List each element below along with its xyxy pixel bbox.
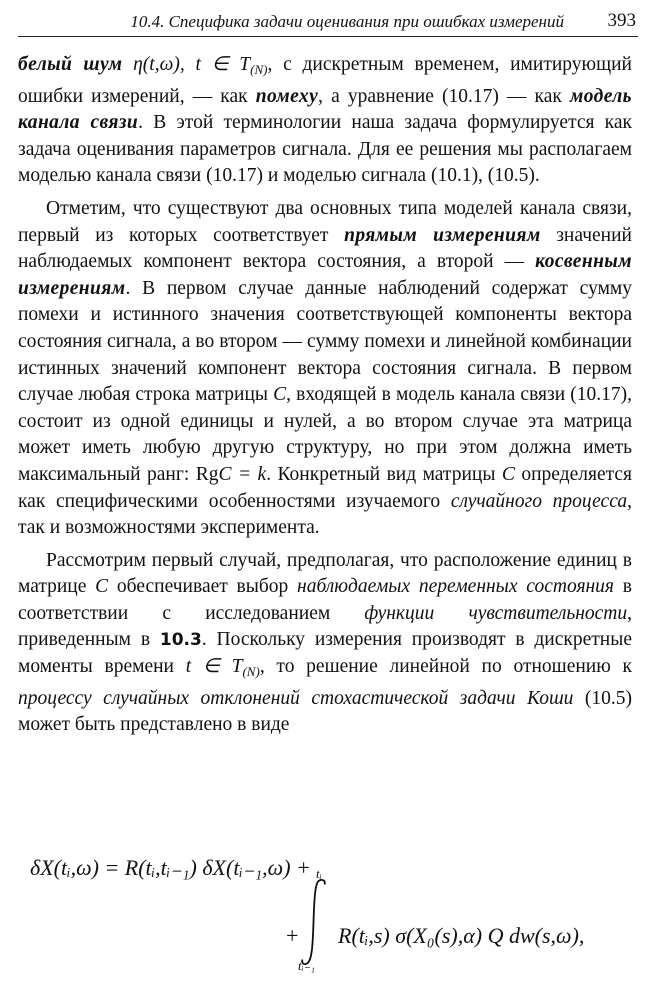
text-span: . Конкретный вид матрицы bbox=[266, 463, 502, 485]
text-span: , с дискретным временем, имитирующий ошибки измерений, — как bbox=[18, 54, 632, 107]
section-reference: 10.3 bbox=[159, 630, 202, 651]
text-span: . Поскольку измерения производят в дискретные моменты времени bbox=[18, 629, 632, 678]
running-head bbox=[18, 8, 638, 37]
paragraph-1 bbox=[18, 52, 632, 190]
matrix-symbol: C bbox=[501, 463, 515, 485]
text-span: (10.5) может быть представлено в виде bbox=[18, 687, 632, 736]
page-number: 393 bbox=[607, 10, 636, 31]
text-span: , приведенным в bbox=[18, 602, 632, 651]
text-span: обеспечивает выбор bbox=[108, 576, 298, 598]
math-inline: t ∈ T bbox=[185, 656, 243, 678]
text-span: значений наблюдаемых компонент вектора состояния, а второй — bbox=[18, 224, 632, 273]
running-head-title: 10.4. Специфика задачи оценивания при ошибках измерений bbox=[130, 12, 564, 31]
text-span: , то решение линейной по отношению к bbox=[259, 656, 633, 678]
text-span: . В этой терминологии наша задача формулируется как задача оценивания параметров сигнала. Для ее решения мы располагаем моделью канала связи (10.17) и моделью сигнала (10.1), (10.5). bbox=[18, 112, 632, 187]
term-indirect-measurements: косвенным измерениям bbox=[18, 251, 632, 299]
equation-plus-sign: + bbox=[286, 923, 299, 948]
matrix-symbol: C bbox=[273, 384, 287, 406]
paragraph-3 bbox=[18, 548, 632, 739]
text-span: , а уравнение (10.17) — как bbox=[318, 85, 570, 107]
paragraph-2 bbox=[18, 196, 632, 542]
subscript: (N) bbox=[250, 62, 268, 77]
text-span: Отметим, что существуют два основных типа моделей канала связи, первый из которых соответствует bbox=[18, 197, 632, 246]
term-white-noise: белый шум bbox=[18, 54, 123, 75]
text-span: , так и возможностями эксперимента. bbox=[18, 490, 632, 539]
text-span: Рассмотрим первый случай, предполагая, что расположение единиц в матрице bbox=[18, 549, 632, 598]
term-observable-variables: наблюдаемых переменных состояния bbox=[297, 576, 614, 598]
integral-lower-limit: tᵢ₋₁ bbox=[298, 958, 316, 973]
text-span: в соответствии с исследованием bbox=[18, 576, 632, 624]
integral-integrand: R(tᵢ,s) σ(X₀(s),α) Q dw(s,ω), bbox=[338, 923, 585, 948]
math-inline: C = k bbox=[218, 463, 267, 485]
body-text bbox=[18, 52, 632, 745]
subscript: (N) bbox=[242, 664, 260, 680]
term-interference: помеху bbox=[255, 85, 319, 107]
term-direct-measurements: прямым измерениям bbox=[344, 224, 541, 246]
text-span: , входящей в модель канала связи (10.17), состоит из одной единицы и нулей, а во втором случае эта матрица может иметь любую другую структуру, но при этом должна иметь максимальный ранг: Rg bbox=[18, 384, 632, 485]
text-span: определяется как специфическими особенностями изучаемого bbox=[18, 463, 632, 512]
integral-sign-icon bbox=[300, 876, 330, 968]
term-channel-model: модель канала связи bbox=[18, 85, 632, 134]
term-cauchy-problem: процессу случайных отклонений стохастической задачи Коши bbox=[18, 687, 574, 709]
term-random-process: случайного процесса bbox=[450, 490, 628, 512]
text-span: . В первом случае данные наблюдений содержат сумму помехи и истинного значения соответствующей компоненты вектора состояния сигнала, а во втором — сумму помехи и линейной комбинации истинных значений компонент вектора состояния сигнала. В первом случае любая строка матрицы bbox=[18, 277, 632, 406]
equation-line-1: δX(tᵢ,ω) = R(tᵢ,tᵢ₋₁) δX(tᵢ₋₁,ω) + bbox=[30, 855, 311, 880]
term-sensitivity-function: функции чувствительности bbox=[364, 602, 628, 624]
text-span: η(t,ω), t ∈ T bbox=[122, 54, 251, 75]
matrix-symbol: C bbox=[95, 576, 109, 598]
integral-upper-limit: tᵢ bbox=[316, 866, 322, 881]
